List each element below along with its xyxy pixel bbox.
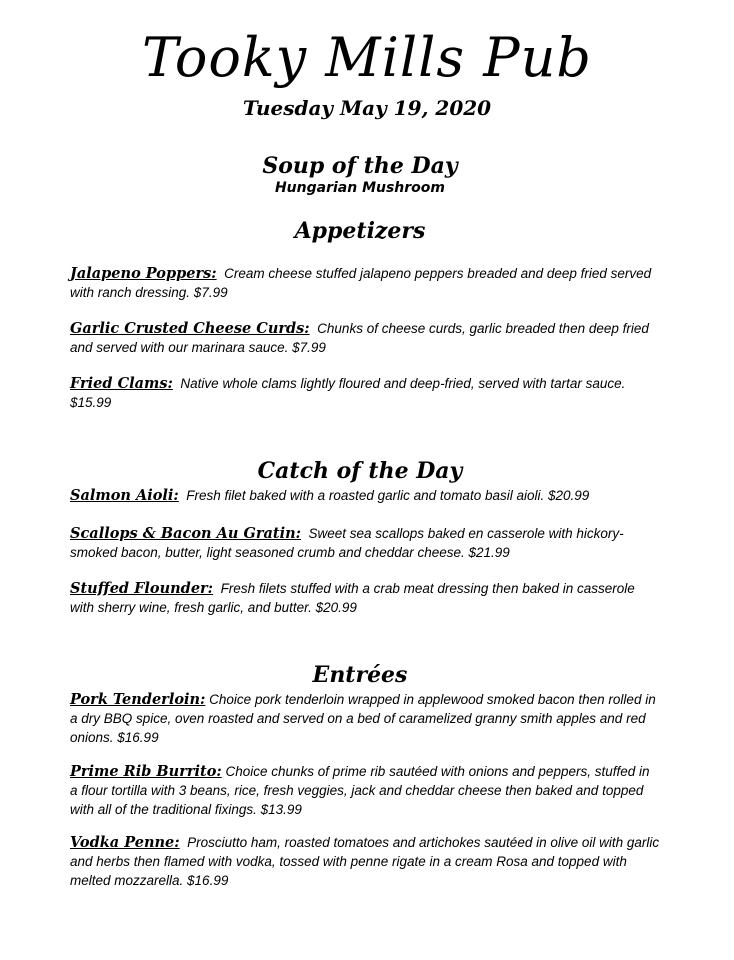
item-name: Pork Tenderloin: — [70, 691, 206, 708]
appetizers-heading: Appetizers — [294, 218, 426, 244]
item-name: Garlic Crusted Cheese Curds: — [70, 320, 310, 337]
menu-item — [70, 579, 660, 617]
menu-date: Tuesday May 19, 2020 — [242, 96, 492, 120]
menu-item — [70, 762, 660, 819]
menu-item — [70, 690, 660, 747]
item-description: Chunks of cheese curds, garlic breaded then deep fried and served with our marinara sauce. $7.99 — [70, 321, 649, 355]
item-description: Sweet sea scallops baked en casserole with hickory-smoked bacon, butter, light seasoned crumb and cheddar cheese. $21.99 — [70, 526, 624, 560]
entrees-heading: Entrées — [312, 662, 408, 688]
menu-item — [70, 524, 660, 562]
item-name: Jalapeno Poppers: — [70, 265, 217, 282]
menu-item — [70, 319, 660, 357]
catch-heading: Catch of the Day — [257, 458, 463, 484]
item-description: Native whole clams lightly floured and deep-fried, served with tartar sauce. $15.99 — [70, 376, 626, 410]
item-description: Fresh filets stuffed with a crab meat dressing then baked in casserole with sherry wine, fresh garlic, and butter. $20.99 — [70, 581, 635, 615]
item-name: Scallops & Bacon Au Gratin: — [70, 525, 301, 542]
menu-item — [70, 264, 660, 302]
item-description: Cream cheese stuffed jalapeno peppers breaded and deep fried served with ranch dressing. $7.99 — [70, 266, 652, 300]
menu-item — [70, 833, 660, 890]
item-description: Fresh filet baked with a roasted garlic and tomato basil aioli. $20.99 — [186, 488, 590, 503]
menu-item — [70, 486, 660, 505]
item-name: Vodka Penne: — [70, 834, 180, 851]
item-description: Choice pork tenderloin wrapped in applewood smoked bacon then rolled in a dry BBQ spice, oven roasted and served on a bed of caramelized granny smith apples and red onions. $16.99 — [70, 692, 656, 745]
item-name: Prime Rib Burrito: — [70, 763, 222, 780]
item-description: Choice chunks of prime rib sautéed with onions and peppers, stuffed in a flour tortilla with 3 beans, rice, fresh veggies, jack and cheddar cheese then baked and topped with all of the traditional fixings. $13.99 — [70, 764, 650, 817]
soup-heading: Soup of the Day — [262, 153, 458, 179]
item-name: Salmon Aioli: — [70, 487, 179, 504]
soup-name: Hungarian Mushroom — [274, 180, 446, 196]
item-description: Prosciutto ham, roasted tomatoes and artichokes sautéed in olive oil with garlic and herbs then flamed with vodka, tossed with penne rigate in a cream Rosa and topped with melted mozzarella. $16.99 — [70, 835, 660, 888]
item-name: Stuffed Flounder: — [70, 580, 214, 597]
item-name: Fried Clams: — [70, 375, 173, 392]
restaurant-title: Tooky Mills Pub — [142, 26, 592, 89]
menu-item — [70, 374, 660, 412]
